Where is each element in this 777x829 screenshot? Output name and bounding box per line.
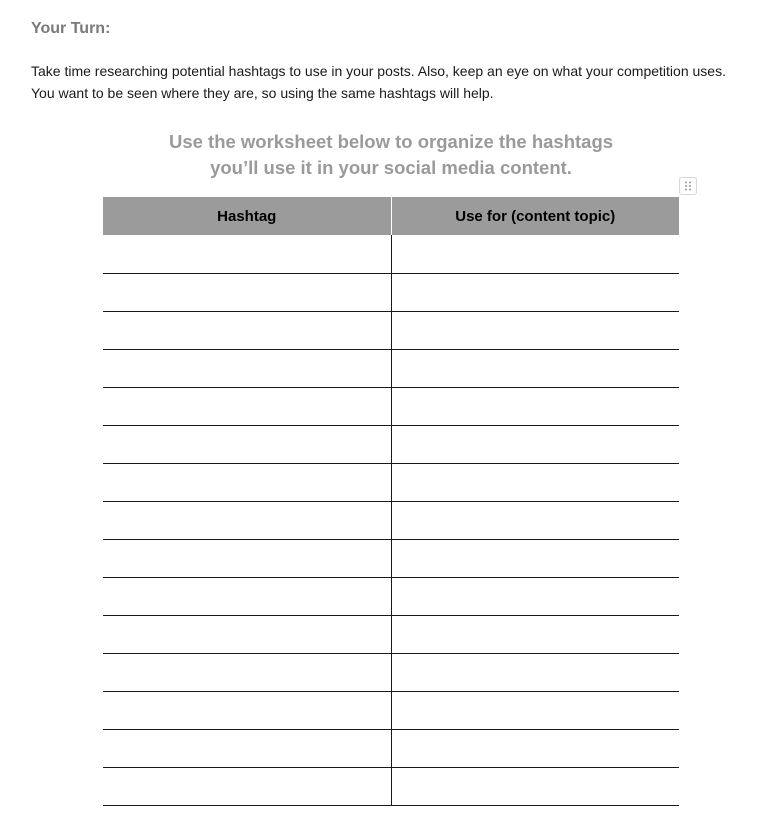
hashtag-worksheet-table	[103, 197, 679, 806]
table-row	[103, 463, 679, 501]
hashtag-cell[interactable]	[103, 653, 391, 691]
content-topic-cell[interactable]	[391, 615, 679, 653]
table-row	[103, 615, 679, 653]
hashtag-cell[interactable]	[103, 349, 391, 387]
hashtag-cell[interactable]	[103, 501, 391, 539]
hashtag-cell[interactable]	[103, 615, 391, 653]
content-topic-cell[interactable]	[391, 501, 679, 539]
drag-handle-icon	[680, 178, 696, 194]
content-topic-cell[interactable]	[391, 463, 679, 501]
hashtag-cell[interactable]	[103, 577, 391, 615]
hashtag-cell[interactable]	[103, 235, 391, 273]
hashtag-cell[interactable]	[103, 539, 391, 577]
worksheet-subtitle	[103, 129, 679, 181]
content-topic-cell[interactable]	[391, 425, 679, 463]
content-topic-cell[interactable]	[391, 577, 679, 615]
hashtag-cell[interactable]	[103, 463, 391, 501]
table-row	[103, 235, 679, 273]
hashtag-cell[interactable]	[103, 425, 391, 463]
hashtag-cell[interactable]	[103, 273, 391, 311]
section-heading: Your Turn:	[31, 20, 111, 37]
table-row	[103, 311, 679, 349]
intro-paragraph: Take time researching potential hashtags to use in your posts. Also, keep an eye on what your competition uses. You want to be seen where they are, so using the same hashtags will help.	[31, 63, 726, 101]
table-row	[103, 577, 679, 615]
table-row	[103, 501, 679, 539]
hashtag-cell[interactable]	[103, 729, 391, 767]
hashtag-cell[interactable]	[103, 767, 391, 805]
table-row	[103, 273, 679, 311]
table-row	[103, 387, 679, 425]
worksheet-subtitle-line-2: you’ll use it in your social media content.	[210, 157, 572, 178]
worksheet-subtitle-line-1: Use the worksheet below to organize the hashtags	[168, 131, 614, 152]
table-row	[103, 729, 679, 767]
content-topic-cell[interactable]	[391, 349, 679, 387]
content-topic-cell[interactable]	[391, 691, 679, 729]
table-body	[103, 235, 679, 805]
column-header-use-for: Use for (content topic)	[391, 197, 679, 235]
content-topic-cell[interactable]	[391, 767, 679, 805]
table-row	[103, 349, 679, 387]
content-topic-cell[interactable]	[391, 235, 679, 273]
content-topic-cell[interactable]	[391, 729, 679, 767]
content-topic-cell[interactable]	[391, 273, 679, 311]
content-topic-cell[interactable]	[391, 653, 679, 691]
table-row	[103, 425, 679, 463]
hashtag-cell[interactable]	[103, 311, 391, 349]
content-topic-cell[interactable]	[391, 539, 679, 577]
content-topic-cell[interactable]	[391, 311, 679, 349]
table-row	[103, 767, 679, 805]
table-move-handle[interactable]	[679, 177, 697, 195]
hashtag-cell[interactable]	[103, 387, 391, 425]
table-header-row	[103, 197, 679, 235]
table-row	[103, 539, 679, 577]
table-row	[103, 653, 679, 691]
content-topic-cell[interactable]	[391, 387, 679, 425]
table-row	[103, 691, 679, 729]
hashtag-cell[interactable]	[103, 691, 391, 729]
column-header-hashtag: Hashtag	[103, 197, 391, 235]
